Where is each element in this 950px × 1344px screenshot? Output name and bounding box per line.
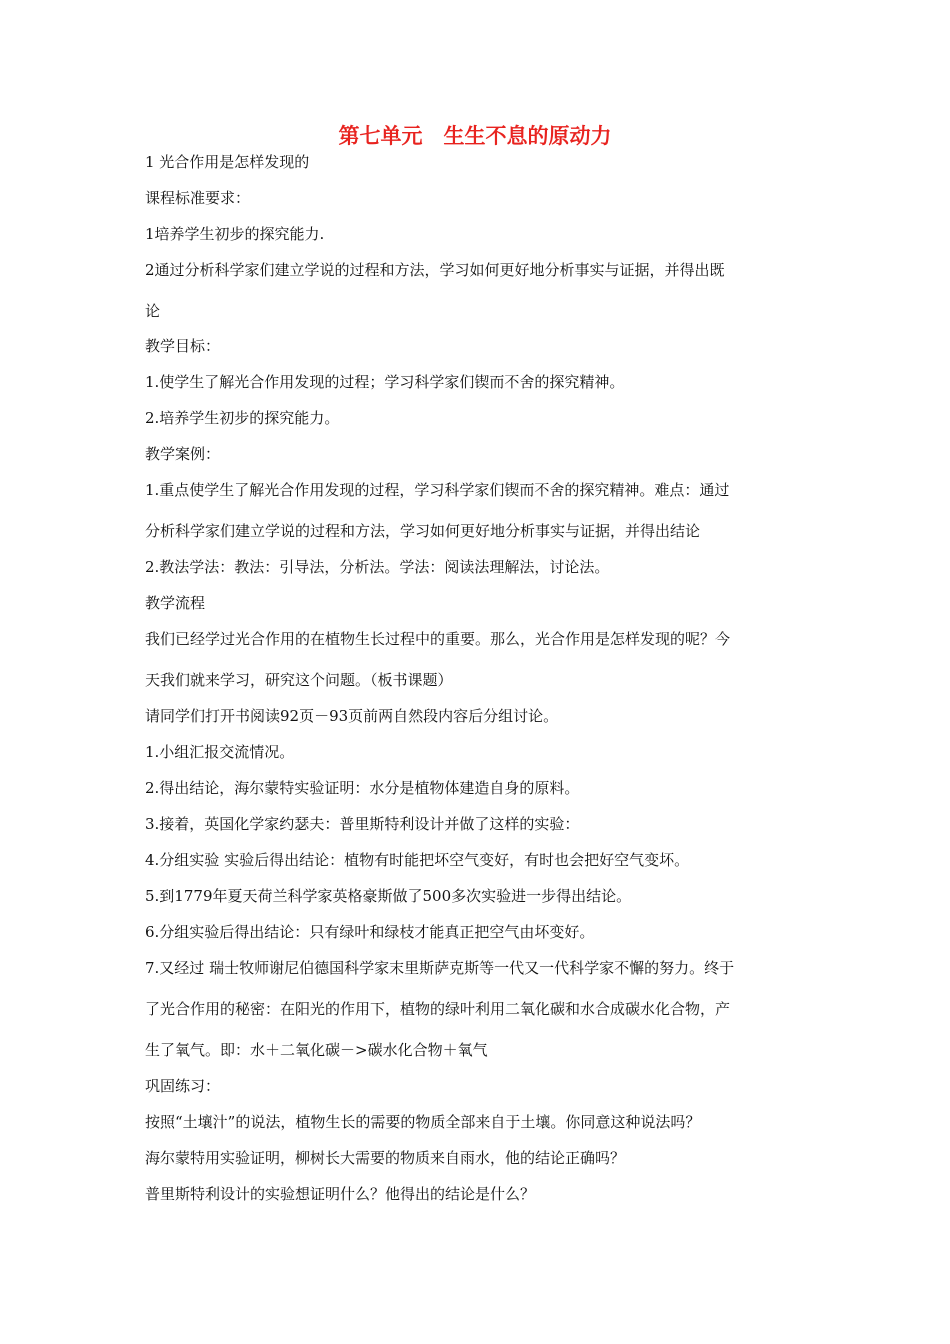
paragraph-line: 教学目标： (145, 337, 221, 355)
paragraph-line: 2.教法学法：教法：引导法，分析法。学法：阅读法理解法，讨论法。 (145, 558, 610, 576)
paragraph-line: 1.重点使学生了解光合作用发现的过程，学习科学家们锲而不舍的探究精神。难点：通过 (145, 481, 730, 499)
paragraph-line: 5.到1779年夏天荷兰科学家英格豪斯做了500多次实验进一步得出结论。 (145, 887, 632, 905)
paragraph-line: 了光合作用的秘密：在阳光的作用下，植物的绿叶利用二氧化碳和水合成碳水化合物，产 (145, 1000, 731, 1018)
section-heading: 1 光合作用是怎样发现的 (145, 153, 310, 171)
paragraph-line: 1.小组汇报交流情况。 (145, 743, 295, 761)
paragraph-line: 按照“土壤汁”的说法，植物生长的需要的物质全部来自于土壤。你同意这种说法吗？ (145, 1113, 701, 1131)
paragraph-line: 分析科学家们建立学说的过程和方法，学习如何更好地分析事实与证据，并得出结论 (145, 522, 701, 540)
paragraph-line: 我们已经学过光合作用的在植物生长过程中的重要。那么，光合作用是怎样发现的呢？今 (145, 630, 731, 648)
paragraph-line: 7.又经过 瑞士牧师谢尼伯德国科学家末里斯萨克斯等一代又一代科学家不懈的努力。终于 (145, 959, 735, 977)
paragraph-line: 4.分组实验 实验后得出结论：植物有时能把坏空气变好，有时也会把好空气变坏。 (145, 851, 690, 869)
paragraph-line: 论 (145, 302, 161, 320)
paragraph-line: 2.得出结论，海尔蒙特实验证明：水分是植物体建造自身的原料。 (145, 779, 580, 797)
paragraph-line: 2.培养学生初步的探究能力。 (145, 409, 340, 427)
paragraph-line: 1.使学生了解光合作用发现的过程；学习科学家们锲而不舍的探究精神。 (145, 373, 625, 391)
document-title: 第七单元 生生不息的原动力 (338, 123, 612, 148)
paragraph-line: 2通过分析科学家们建立学说的过程和方法，学习如何更好地分析事实与证据，并得出既 (145, 261, 725, 279)
paragraph-line: 6.分组实验后得出结论：只有绿叶和绿枝才能真正把空气由坏变好。 (145, 923, 595, 941)
paragraph-line: 3.接着，英国化学家约瑟夫：普里斯特利设计并做了这样的实验： (145, 815, 580, 833)
paragraph-line: 天我们就来学习，研究这个问题。（板书课题） (145, 671, 453, 689)
paragraph-line: 教学流程 (145, 594, 206, 612)
paragraph-line: 1培养学生初步的探究能力. (145, 225, 325, 243)
paragraph-line: 普里斯特利设计的实验想证明什么？他得出的结论是什么？ (145, 1185, 536, 1203)
paragraph-line: 生了氧气。即：水＋二氧化碳－>碳水化合物＋氧气 (145, 1041, 488, 1059)
paragraph-line: 教学案例： (145, 445, 221, 463)
paragraph-line: 巩固练习： (145, 1077, 221, 1095)
paragraph-line: 课程标准要求： (145, 189, 251, 207)
paragraph-line: 请同学们打开书阅读92页－93页前两自然段内容后分组讨论。 (145, 707, 559, 725)
paragraph-line: 海尔蒙特用实验证明，柳树长大需要的物质来自雨水，他的结论正确吗？ (145, 1149, 626, 1167)
